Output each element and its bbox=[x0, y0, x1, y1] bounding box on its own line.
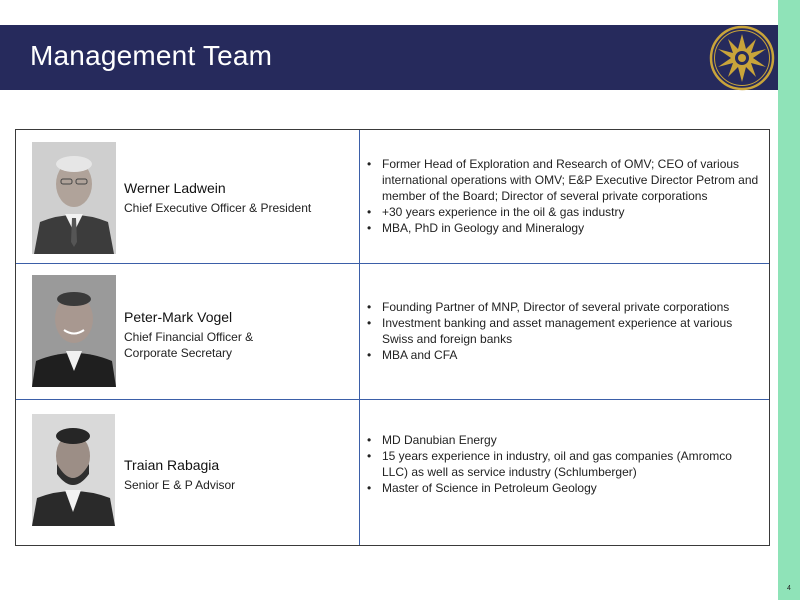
team-member-row bbox=[16, 130, 769, 264]
bio-bullet: • Founding Partner of MNP, Director of several private corporations bbox=[366, 299, 761, 315]
right-accent-stripe bbox=[778, 0, 800, 600]
person-title: Corporate Secretary bbox=[124, 346, 233, 360]
person-title: Chief Executive Officer & President bbox=[124, 201, 312, 215]
column-divider bbox=[359, 264, 360, 399]
bio-bullet: • +30 years experience in the oil & gas industry bbox=[366, 204, 761, 220]
column-divider bbox=[359, 130, 360, 263]
photo-werner-ladwein bbox=[32, 142, 116, 254]
team-member-row bbox=[16, 400, 769, 545]
management-team-table bbox=[15, 129, 770, 546]
person-title: Chief Financial Officer & bbox=[124, 330, 254, 344]
bio-bullets bbox=[366, 432, 761, 496]
bio-bullet: • Former Head of Exploration and Research of OMV; CEO of various international operations with OMV; E&P Executive Director Petrom and member of the Board; Director of several private corporations bbox=[366, 156, 761, 204]
bio-bullet: • Master of Science in Petroleum Geology bbox=[366, 480, 761, 496]
bio-bullets bbox=[366, 299, 761, 363]
photo-traian-rabagia bbox=[32, 414, 115, 526]
photo-peter-mark-vogel bbox=[32, 275, 116, 387]
slide-title: Management Team bbox=[30, 40, 273, 71]
team-member-row bbox=[16, 264, 769, 400]
bio-bullet: • MD Danubian Energy bbox=[366, 432, 761, 448]
person-name: Traian Rabagia bbox=[124, 457, 220, 473]
bio-bullet: • 15 years experience in industry, oil and gas companies (Amromco LLC) as well as service industry (Schlumberger) bbox=[366, 448, 761, 480]
person-name: Werner Ladwein bbox=[124, 180, 226, 196]
page-number: 4 bbox=[787, 585, 791, 592]
person-title: Senior E & P Advisor bbox=[124, 478, 236, 492]
sun-emblem-icon bbox=[709, 25, 775, 91]
bio-bullet: • MBA, PhD in Geology and Mineralogy bbox=[366, 220, 761, 236]
column-divider bbox=[359, 400, 360, 545]
bio-bullets bbox=[366, 156, 761, 236]
bio-bullet: • MBA and CFA bbox=[366, 347, 761, 363]
bio-bullet: • Investment banking and asset management experience at various Swiss and foreign banks bbox=[366, 315, 761, 347]
person-name: Peter-Mark Vogel bbox=[124, 309, 233, 325]
